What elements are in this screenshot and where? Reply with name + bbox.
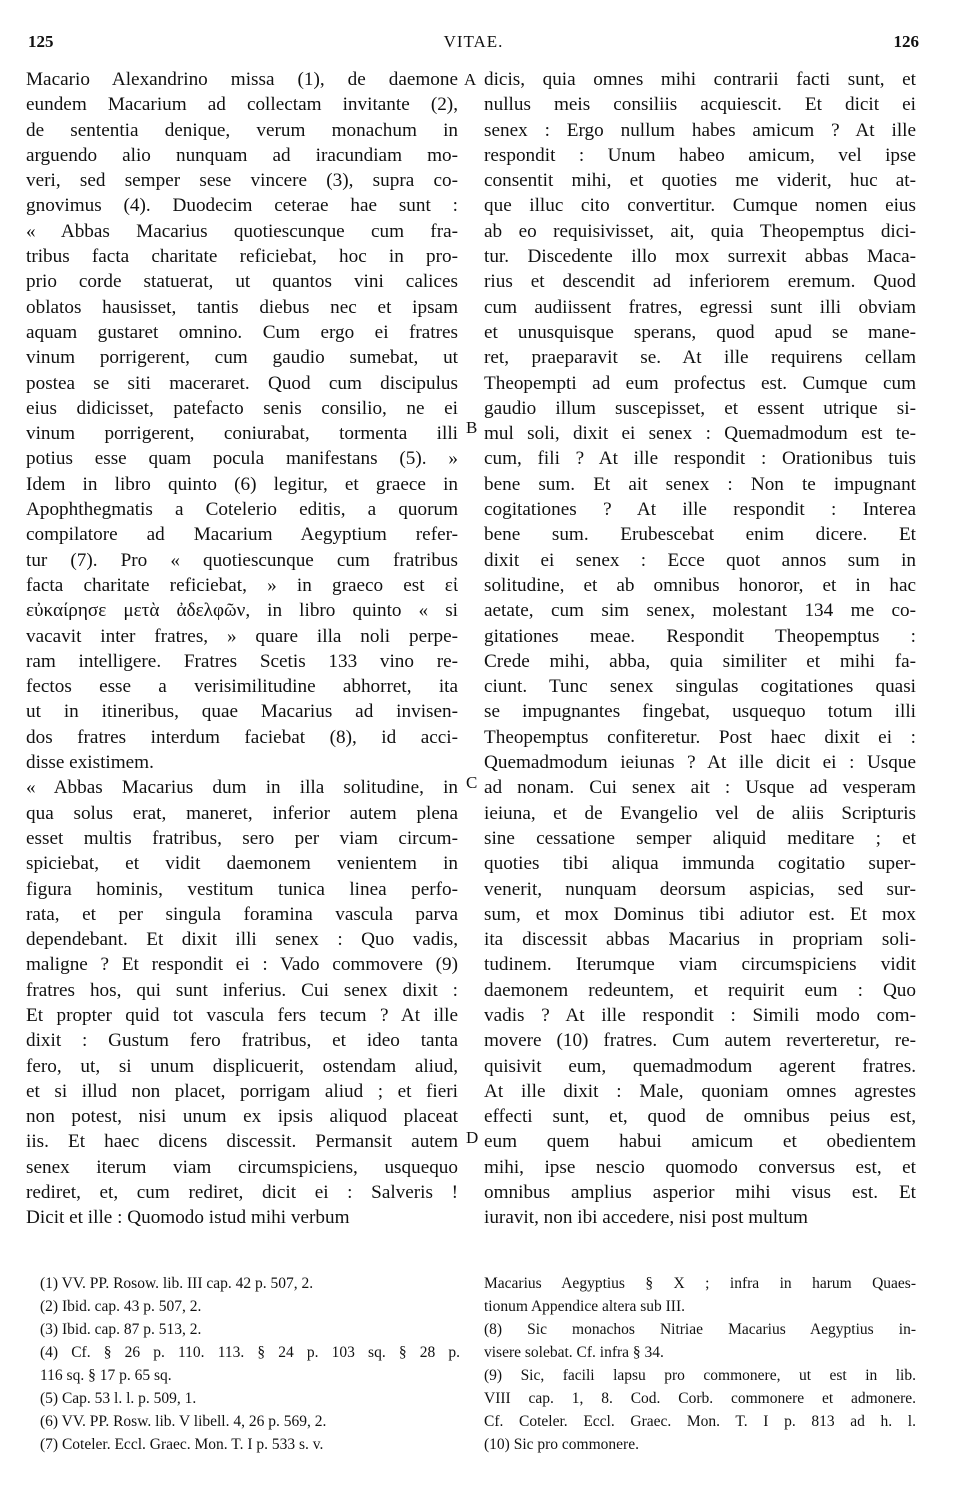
text-line: dependebant. Et dixit illi senex : Quo vadis, — [26, 929, 458, 951]
text-line: gnovimus (4). Duodecim ceterae hae sunt : — [26, 195, 458, 217]
text-line: sine cessatione semper aliquid meditare ; et — [484, 827, 916, 849]
text-line: fectos esse a verisimilitudine abhorret, ita — [26, 676, 458, 698]
text-line: fratres hos, qui sunt inferius. Cui senex dixit : — [26, 979, 458, 1001]
text-line: Crede mihi, abba, quia similiter et mihi fa- — [484, 650, 916, 672]
text-line: dos fratres interdum faciebat (8), id acci- — [26, 726, 458, 748]
text-line: qua solus erat, maneret, inferior autem plena — [26, 802, 458, 824]
footnote-line: Cf. Coteler. Eccl. Graec. Mon. T. I p. 813 ad h. l. — [484, 1413, 916, 1430]
text-line: ab eo requisivisset, ait, quia Theopemptus dici- — [484, 220, 916, 242]
text-line: eundem Macarium ad collectam invitante (2), — [26, 94, 458, 116]
text-line: spiciebat, et vidit daemonem venientem in — [26, 853, 458, 875]
text-line: quisivit eum, quemadmodum agerent fratres. — [484, 1055, 916, 1077]
footnotes-left — [40, 1272, 460, 1456]
text-line: consentit mihi, et quoties me viderit, huc at- — [484, 170, 916, 192]
text-line: tur. Discedente illo mox surrexit abbas Maca- — [484, 246, 916, 268]
text-line: potius esse quam pocula manifestans (5). » — [26, 448, 458, 470]
text-line: prio corde statuerat, ut quantos vini calices — [26, 271, 458, 293]
text-line: nullus meis consiliis acquiescit. Et dicit ei — [484, 94, 916, 116]
running-title: VITAE. — [443, 32, 504, 51]
margin-mark-a: A — [464, 70, 477, 89]
footnote-line: (9) Sic, facili lapsu pro commonere, ut est in lib. — [484, 1367, 916, 1384]
text-line: iis. Et haec dicens discessit. Permansit autem — [26, 1131, 458, 1153]
text-line: dixit ei senex : Ecce quot annos sum in — [484, 549, 916, 571]
text-line: et unusquisque sperans, quod apud se mane- — [484, 321, 916, 343]
footnotes-right — [484, 1272, 916, 1456]
text-line: maligne ? Et respondit ei : Vado commovere (9) — [26, 954, 458, 976]
text-line: ad nonam. Cui senex ait : Usque ad vesperam — [484, 777, 916, 799]
text-line: facta charitate reficiebat, » in graeco est εἰ — [26, 574, 458, 596]
footnote-line: (5) Cap. 53 l. l. p. 509, 1. — [40, 1390, 197, 1407]
footnote-line: Macarius Aegyptius § X ; infra in harum Quaes- — [484, 1275, 916, 1292]
text-line: cum audiissent fratres, egressi sunt illi obviam — [484, 296, 916, 318]
text-line: postea se siti maceraret. Quod cum discipulus — [26, 372, 458, 394]
text-line: dicis, quia omnes mihi contrarii facti sunt, et — [484, 69, 916, 90]
text-line: Theopemptus confiteretur. Post haec dixit ei : — [484, 726, 916, 748]
text-line: cum, fili ? At ille respondit : Orationibus tuis — [484, 448, 916, 470]
text-line: effecti sunt, et, quod de omnibus peius est, — [484, 1106, 916, 1128]
footnote-line: (4) Cf. § 26 p. 110. 113. § 24 p. 103 sq. § 28 p. — [40, 1344, 460, 1361]
text-line: dixit : Gustum fero fratribus, et ideo tanta — [26, 1030, 458, 1052]
text-line: Dicit et ille : Quomodo istud mihi verbum — [26, 1207, 350, 1229]
text-line: Idem in libro quinto (6) legitur, et graece in — [26, 473, 458, 495]
text-line: venerit, nunquam deorsum aspicias, sed sur- — [484, 878, 916, 900]
text-line: εὐκαίρησε μετὰ ἀδελφῶν, in libro quinto « si — [26, 600, 458, 622]
text-line: veri, sed semper sese vincere (3), supra co- — [26, 170, 458, 192]
text-line: et si illud non placet, porrigam aliud ; et fieri — [26, 1080, 458, 1102]
footnote-line: (8) Sic monachos Nitriae Macarius Aegyptius in- — [484, 1321, 916, 1338]
running-header — [28, 32, 919, 58]
margin-mark-c: C — [466, 773, 478, 792]
text-line: tur (7). Pro « quotiescunque cum fratribus — [26, 549, 458, 571]
text-line: solitudine, et ab omnibus honoror, et in hac — [484, 574, 916, 596]
text-line: se impugnantes fingebat, usquequo totum illi — [484, 701, 916, 723]
text-line: oblatos hausisset, tantis diebus nec et ipsam — [26, 296, 458, 318]
text-line: ciunt. Tunc senex singulas cogitationes quasi — [484, 676, 916, 698]
footnote-line: 116 sq. § 17 p. 65 sq. — [40, 1367, 172, 1384]
text-line: respondit : Unum habeo amicum, vel ipse — [484, 144, 916, 166]
text-line: omnibus amplius asperior mihi visus est. Et — [484, 1182, 916, 1204]
text-line: quoties tibi aliqua immunda cogitatio super- — [484, 853, 916, 875]
margin-mark-b: B — [466, 418, 478, 437]
text-line: compilatore ad Macarium Aegyptium refer- — [26, 524, 458, 546]
text-line: ita discessit abbas Macarius in propriam soli- — [484, 929, 916, 951]
text-line: vinum porrigerent, cum gaudio sumebat, ut — [26, 347, 458, 369]
text-line: fero, ut, si unum displicuerit, ostendam aliud, — [26, 1055, 458, 1077]
text-line: tudinem. Iterumque viam circumspiciens vidit — [484, 954, 916, 976]
text-line: « Abbas Macarius dum in illa solitudine, in — [26, 777, 458, 799]
text-line: iuravit, non ibi accedere, nisi post multum — [484, 1207, 808, 1229]
text-line: mihi, ipse nescio quomodo conversus est, et — [484, 1156, 916, 1178]
text-line: ret, praeparavit se. At ille requirens cellam — [484, 347, 916, 369]
text-line: aquam gustaret omnino. Cum ergo ei fratres — [26, 321, 458, 343]
text-line: ieiuna, et de Evangelio vel de aliis Scripturis — [484, 802, 916, 824]
text-line: gaudio illum suscepisset, et essent utrique si- — [484, 397, 916, 419]
text-line: movere (10) fratres. Cum autem reverteretur, re- — [484, 1030, 916, 1052]
text-line: vadis ? At ille respondit : Simili modo com- — [484, 1004, 916, 1026]
right-text-column — [484, 67, 916, 1231]
footnote-line: VIII cap. 1, 8. Cod. Corb. commonere et admonere. — [484, 1390, 916, 1407]
text-line: ut in itineribus, quae Macarius ad invisen- — [26, 701, 458, 723]
text-line: arguendo alio nunquam ad iracundiam mo- — [26, 144, 458, 166]
text-line: « Abbas Macarius quotiescunque cum fra- — [26, 220, 458, 242]
text-line: sum, et mox Dominus tibi adiutor est. Et mox — [484, 903, 916, 925]
text-line: daemonem redeuntem, et requirit eum : Quo — [484, 979, 916, 1001]
text-line: eum quem habui amicum et obedientem — [484, 1131, 916, 1153]
text-line: senex : Ergo nullum habes amicum ? At ille — [484, 119, 916, 141]
text-line: Quemadmodum ieiunas ? At ille dicit ei : Usque — [484, 752, 916, 774]
text-line: de sententia denique, verum monachum in — [26, 119, 458, 141]
text-line: Apophthegmatis a Cotelerio editis, a quorum — [26, 499, 458, 521]
text-line: vinum porrigerent, coniurabat, tormenta illi — [26, 423, 458, 445]
text-line: rata, et per singula foramina vascula parva — [26, 903, 458, 925]
text-line: eius didicisset, patefacto senis consilio, ne ei — [26, 397, 458, 419]
footnote-line: (7) Coteler. Eccl. Graec. Mon. T. I p. 533 s. v. — [40, 1436, 324, 1453]
footnote-line: (10) Sic pro commonere. — [484, 1436, 639, 1453]
footnote-line: (1) VV. PP. Rosow. lib. III cap. 42 p. 507, 2. — [40, 1275, 314, 1292]
footnote-line: tionum Appendice altera sub III. — [484, 1298, 686, 1315]
text-line: Macario Alexandrino missa (1), de daemone — [26, 69, 458, 90]
left-text-column — [26, 67, 458, 1231]
footnote-line: visere solebat. Cf. infra § 34. — [484, 1344, 664, 1361]
text-line: Theopempti ad eum profectus est. Cumque cum — [484, 372, 916, 394]
text-line: que illuc cito convertitur. Cumque nomen eius — [484, 195, 916, 217]
page-number-left: 125 — [28, 32, 54, 51]
margin-mark-d: D — [466, 1128, 479, 1147]
text-line: non potest, nisi unum ex ipsis aliquod placeat — [26, 1106, 458, 1128]
footnote-line: (6) VV. PP. Rosw. lib. V libell. 4, 26 p. 569, 2. — [40, 1413, 327, 1430]
footnote-line: (2) Ibid. cap. 43 p. 507, 2. — [40, 1298, 202, 1315]
text-line: aetate, cum sim senex, molestant 134 me co- — [484, 600, 916, 622]
text-line: Et propter quid tot vascula fers tecum ? At ille — [26, 1004, 458, 1026]
text-line: rius et descendit ad inferiorem eremum. Quod — [484, 271, 916, 293]
text-line: At ille dixit : Male, quoniam omnes agrestes — [484, 1080, 916, 1102]
text-line: senex iterum viam circumspiciens, usquequo — [26, 1156, 458, 1178]
page-number-right: 126 — [893, 32, 919, 51]
text-line: cogitationes ? At ille respondit : Interea — [484, 499, 916, 521]
text-line: figura hominis, vestitum tunica linea perfo- — [26, 878, 458, 900]
text-line: esset multis fratribus, sero per viam circum- — [26, 827, 458, 849]
text-line: vacavit inter fratres, » quare illa noli perpe- — [26, 625, 458, 647]
text-line: rediret, et, cum rediret, dicit ei : Salveris ! — [26, 1182, 458, 1204]
text-line: gitationes meae. Respondit Theopemptus : — [484, 625, 916, 647]
text-line: bene sum. Erubescebat enim dicere. Et — [484, 524, 916, 546]
text-line: tribus facta charitate reficiebat, hoc in pro- — [26, 246, 458, 268]
text-line: disse existimem. — [26, 752, 154, 774]
text-line: bene sum. Et ait senex : Non te impugnant — [484, 473, 916, 495]
text-line: mul soli, dixit ei senex : Quemadmodum est te- — [484, 423, 916, 445]
footnote-line: (3) Ibid. cap. 87 p. 513, 2. — [40, 1321, 202, 1338]
text-line: ram intelligere. Fratres Scetis 133 vino re- — [26, 650, 458, 672]
